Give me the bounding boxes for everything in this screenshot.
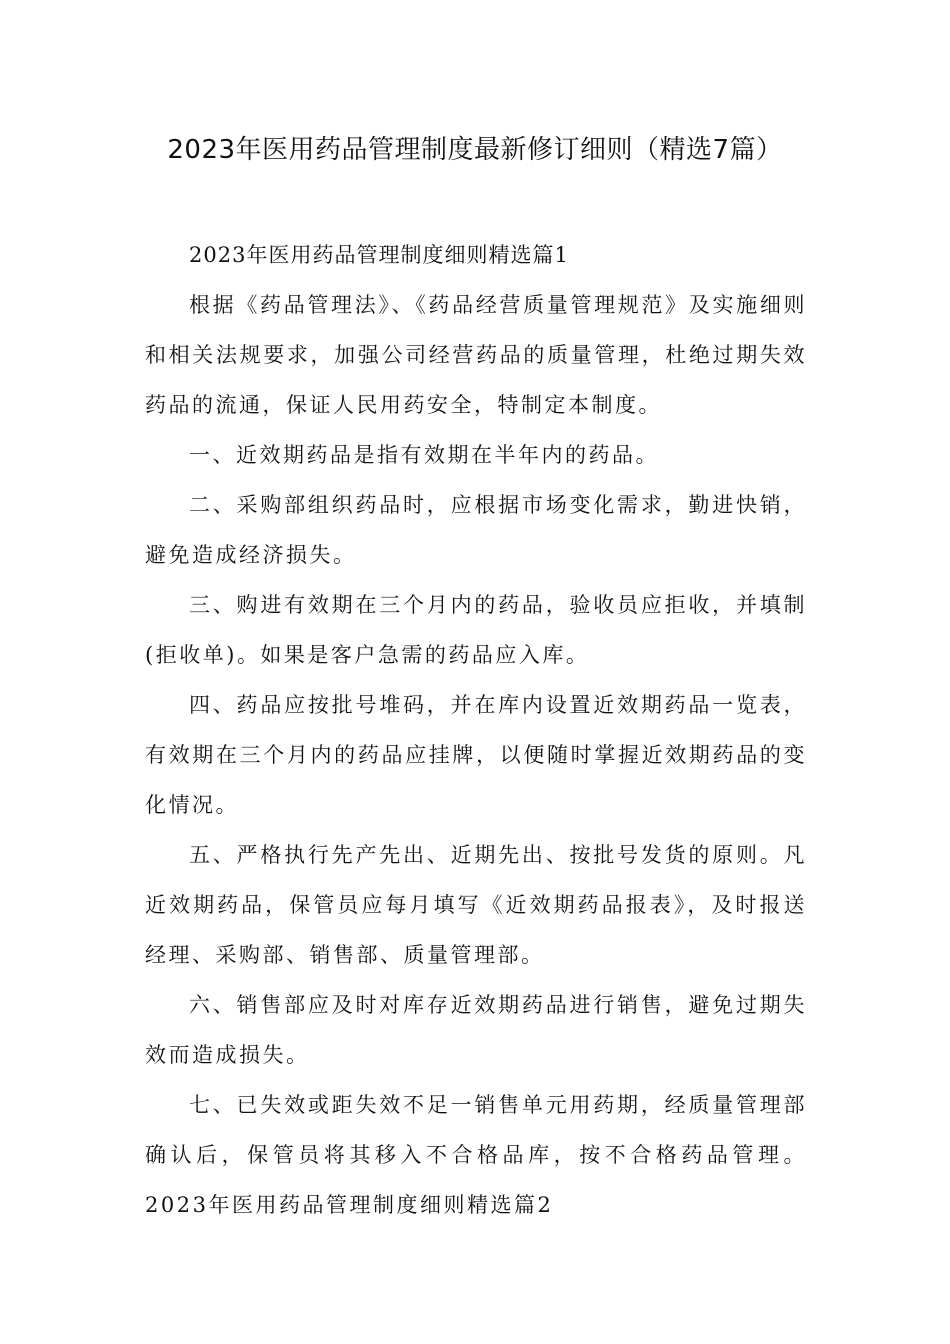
rule-5-paragraph: 五、严格执行先产先出、近期先出、按批号发货的原则。凡近效期药品，保管员应每月填写《近效期药品报表》，及时报送经理、采购部、销售部、质量管理部。 — [145, 843, 807, 967]
rule-2-paragraph: 二、采购部组织药品时，应根据市场变化需求，勤进快销，避免造成经济损失。 — [145, 493, 807, 567]
rule-6-paragraph: 六、销售部应及时对库存近效期药品进行销售，避免过期失效而造成损失。 — [145, 993, 807, 1067]
document-body — [145, 230, 807, 1230]
rule-1-paragraph: 一、近效期药品是指有效期在半年内的药品。 — [189, 443, 659, 467]
document-title: 2023年医用药品管理制度最新修订细则（精选7篇） — [167, 135, 783, 165]
rule-7-paragraph: 七、已失效或距失效不足一销售单元用药期，经质量管理部确认后，保管员将其移入不合格品库，按不合格药品管理。2023年医用药品管理制度细则精选篇2 — [145, 1093, 807, 1217]
section-heading: 2023年医用药品管理制度细则精选篇1 — [189, 243, 569, 267]
rule-3-paragraph: 三、购进有效期在三个月内的药品，验收员应拒收，并填制(拒收单)。如果是客户急需的药品应入库。 — [145, 593, 807, 667]
intro-paragraph: 根据《药品管理法》、《药品经营质量管理规范》及实施细则和相关法规要求，加强公司经营药品的质量管理，杜绝过期失效药品的流通，保证人民用药安全，特制定本制度。 — [145, 293, 807, 417]
rule-4-paragraph: 四、药品应按批号堆码，并在库内设置近效期药品一览表，有效期在三个月内的药品应挂牌，以便随时掌握近效期药品的变化情况。 — [145, 693, 807, 817]
